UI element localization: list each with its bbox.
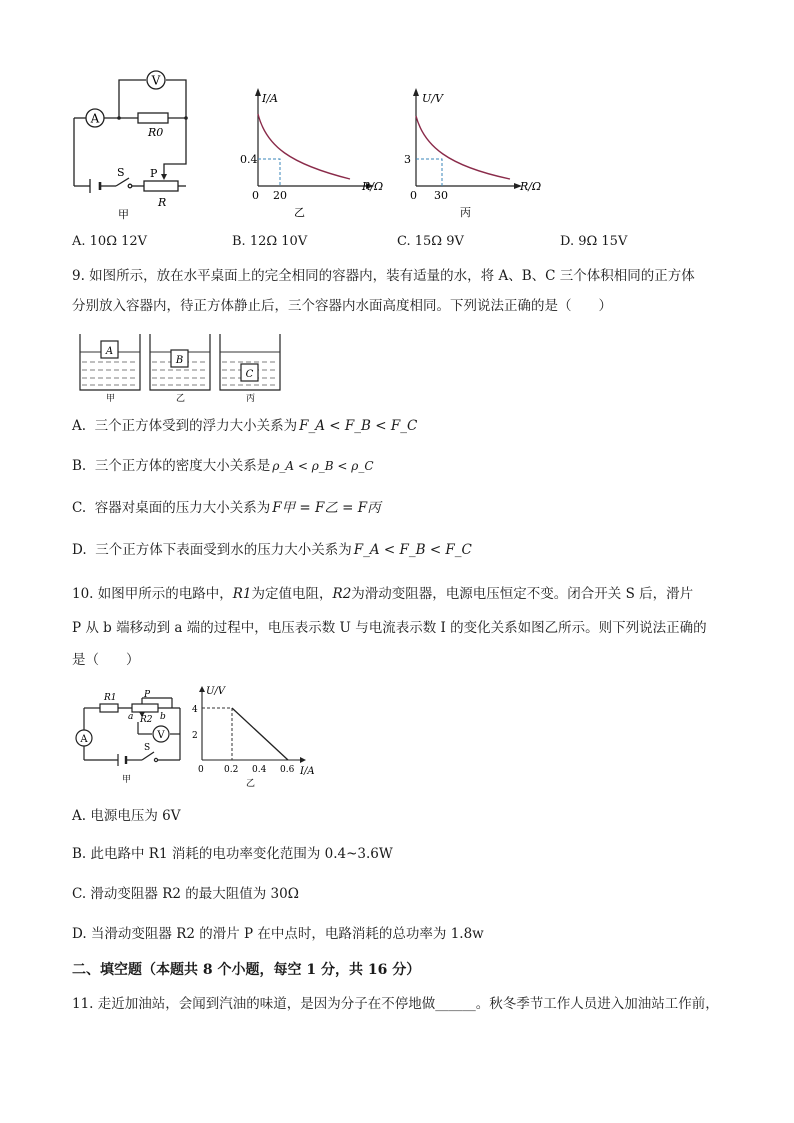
y-tick: 3: [404, 153, 411, 166]
figure-caption: 乙: [176, 394, 186, 404]
figure-caption: 乙: [294, 206, 305, 219]
q8-option-c[interactable]: C. 15Ω 9V: [397, 234, 464, 249]
figure-caption: 甲: [118, 208, 129, 221]
resistor-r0-icon: [138, 113, 168, 123]
y-tick: 2: [192, 731, 198, 741]
cube-b-label: B: [175, 355, 184, 366]
x-tick: 0.6: [280, 765, 295, 775]
stem-part: 为滑动变阻器，电源电压恒定不变。闭合开关 S 后，滑片: [351, 586, 694, 602]
stem-part: 10. 如图甲所示的电路中，: [72, 586, 233, 602]
voltage-curve: [416, 116, 510, 179]
battery-icon: [118, 754, 126, 766]
option-label: B.: [72, 458, 87, 474]
q9-option-d[interactable]: [72, 540, 472, 560]
voltmeter-label: V: [157, 730, 165, 741]
q8-circuit-figure: [66, 66, 196, 226]
option-text: 三个正方体受到的浮力大小关系为: [94, 418, 298, 434]
slider-label: P: [150, 167, 158, 180]
option-formula: F_A < F_B < F_C: [299, 418, 418, 434]
q10-option-a[interactable]: A. 电源电压为 6V: [72, 808, 181, 824]
q9-containers-figure: [76, 330, 290, 404]
q10-stem-line1: [72, 584, 693, 604]
r2-label: R2: [140, 715, 153, 725]
r1-symbol: R1: [232, 586, 252, 602]
switch-label: S: [144, 743, 151, 753]
origin-label: 0: [410, 189, 417, 202]
ammeter-label: A: [90, 111, 100, 126]
ammeter-label: A: [80, 734, 88, 745]
r0-label: R0: [148, 126, 164, 139]
q8-voltage-graph: [392, 84, 552, 224]
option-label: A.: [72, 418, 87, 434]
option-formula: F_A < F_B < F_C: [353, 542, 472, 558]
switch-icon: [142, 752, 158, 762]
resistor-r1-icon: [100, 704, 118, 712]
q8-option-b[interactable]: B. 12Ω 10V: [232, 234, 308, 249]
section-title: 二、填空题（本题共 8 个小题，每空 1 分，共 16 分）: [72, 962, 421, 978]
figure-caption: 甲: [106, 394, 116, 404]
rheostat-label: R: [158, 196, 167, 209]
slider-label: P: [144, 690, 151, 700]
q10-option-b[interactable]: B. 此电路中 R1 消耗的电功率变化范围为 0.4~3.6W: [72, 846, 393, 862]
x-tick: 20: [273, 189, 287, 202]
q10-option-d[interactable]: D. 当滑动变阻器 R2 的滑片 P 在中点时，电路消耗的总功率为 1.8w: [72, 926, 484, 942]
option-formula: F甲 = F乙 = F丙: [272, 500, 381, 516]
figure-caption: 甲: [122, 775, 132, 785]
voltmeter-label: V: [151, 73, 161, 88]
origin-label: 0: [252, 189, 259, 202]
option-label: D.: [72, 542, 87, 558]
figure-caption: 丙: [246, 394, 256, 404]
option-text: 三个正方体的密度大小关系是: [94, 458, 271, 474]
q11-stem: 11. 走近加油站，会闻到汽油的味道，是因为分子在不停地做______。秋冬季节工作人员进入加油站工作前，: [72, 996, 719, 1012]
q8-option-d[interactable]: D. 9Ω 15V: [560, 234, 628, 249]
q9-option-b[interactable]: [72, 456, 374, 476]
y-tick: 4: [192, 705, 198, 715]
y-axis-label: I/A: [262, 92, 278, 105]
option-text: 容器对桌面的压力大小关系为: [94, 500, 271, 516]
switch-icon: [116, 178, 132, 188]
r2-symbol: R2: [332, 586, 352, 602]
q10-option-c[interactable]: C. 滑动变阻器 R2 的最大阻值为 30Ω: [72, 886, 299, 902]
x-tick: 0: [198, 765, 204, 775]
option-label: C.: [72, 500, 87, 516]
r1-label: R1: [104, 693, 117, 703]
switch-label: S: [117, 166, 125, 179]
x-tick: 0.4: [252, 765, 267, 775]
x-axis-label: R/Ω: [520, 180, 542, 193]
y-axis-label: U/V: [206, 686, 226, 697]
figure-caption: 丙: [460, 206, 471, 219]
cube-c-label: C: [245, 369, 254, 380]
q10-stem-line3: 是（ ）: [72, 652, 140, 668]
end-a-label: a: [128, 712, 134, 722]
ui-line: [232, 708, 288, 760]
cube-a-label: A: [105, 346, 114, 357]
y-tick: 0.4: [240, 153, 258, 166]
q9-option-a[interactable]: [72, 416, 417, 436]
q9-stem-line2: 分别放入容器内，待正方体静止后，三个容器内水面高度相同。下列说法正确的是（ ）: [72, 298, 612, 314]
x-axis-label: R/Ω: [362, 180, 384, 193]
option-formula: ρ_A < ρ_B < ρ_C: [272, 459, 374, 473]
x-tick: 0.2: [224, 765, 239, 775]
option-text: 三个正方体下表面受到水的压力大小关系为: [95, 542, 352, 558]
q9-stem-line1: 9. 如图所示，放在水平桌面上的完全相同的容器内，装有适量的水，将 A、B、C 三个体积相同的正方体: [72, 268, 695, 284]
rheostat-icon: [144, 181, 178, 191]
y-axis-label: U/V: [422, 92, 443, 105]
figure-caption: 乙: [246, 779, 256, 789]
q8-option-a[interactable]: A. 10Ω 12V: [72, 234, 148, 249]
q8-current-graph: [232, 84, 392, 224]
x-tick: 30: [434, 189, 448, 202]
q10-ui-graph: [188, 684, 324, 792]
rheostat-r2-icon: [132, 704, 158, 712]
stem-part: 为定值电阻，: [251, 586, 333, 602]
battery-icon: [90, 179, 100, 193]
current-curve: [258, 114, 350, 179]
q10-stem-line2: P 从 b 端移动到 a 端的过程中，电压表示数 U 与电流表示数 I 的变化关系如图乙所示。则下列说法正确的: [72, 620, 707, 636]
q10-circuit-figure: [72, 688, 190, 786]
end-b-label: b: [160, 712, 166, 722]
x-axis-label: I/A: [300, 766, 315, 777]
q9-option-c[interactable]: [72, 498, 381, 518]
